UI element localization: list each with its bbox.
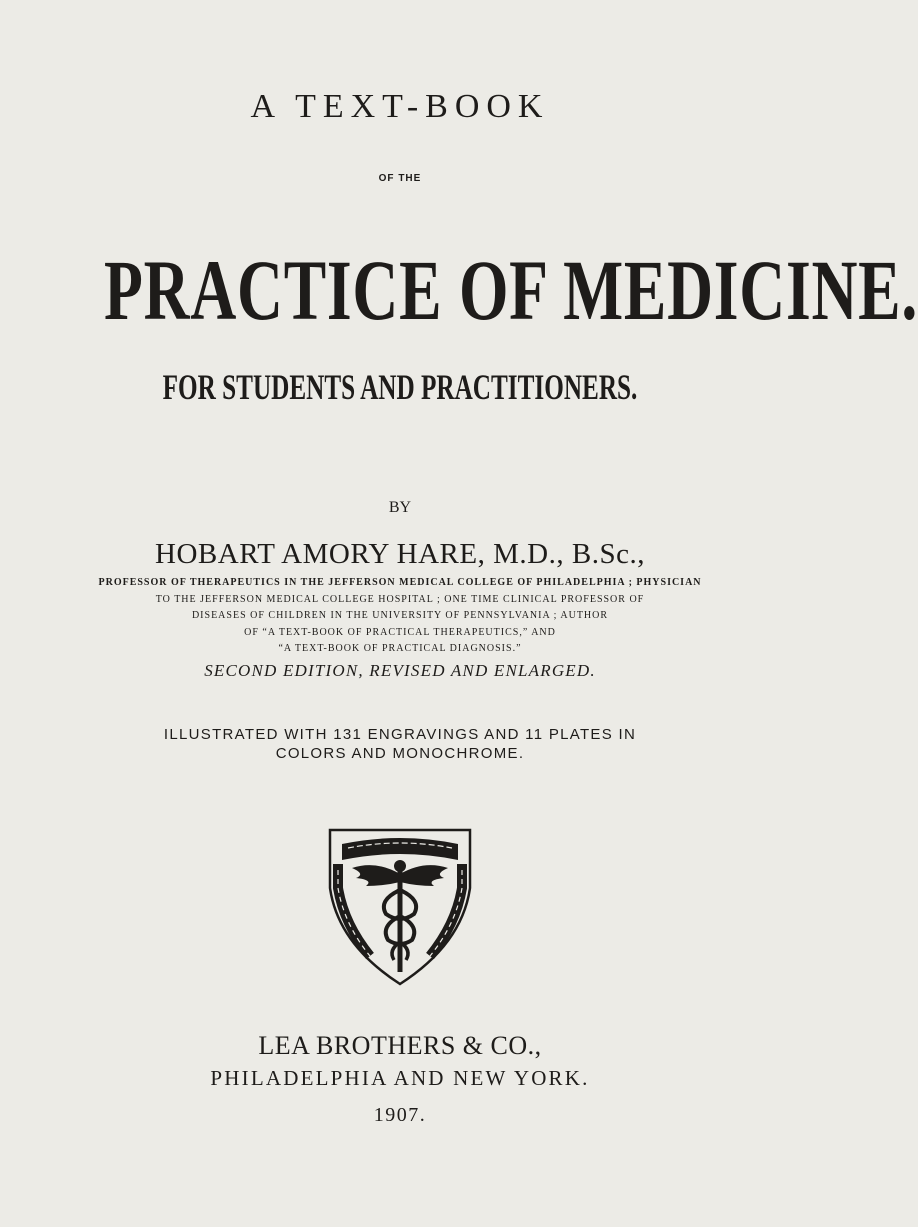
by-label: BY	[388, 499, 412, 516]
credentials-line: “A TEXT-BOOK OF PRACTICAL DIAGNOSIS.”	[278, 643, 522, 654]
credentials-line: DISEASES OF CHILDREN IN THE UNIVERSITY OF PENNSYLVANIA ; AUTHOR	[191, 610, 609, 621]
publisher-city: PHILADELPHIA AND NEW YORK.	[210, 1066, 590, 1090]
edition-statement: SECOND EDITION, REVISED AND ENLARGED.	[204, 661, 596, 680]
main-title: PRACTICE OF MEDICINE.	[104, 242, 918, 338]
publication-year: 1907.	[373, 1104, 427, 1126]
publisher-name: LEA BROTHERS & CO.,	[258, 1031, 542, 1060]
author-credentials	[0, 575, 800, 658]
credentials-line: OF “A TEXT-BOOK OF PRACTICAL THERAPEUTICS,” AND	[244, 626, 556, 638]
of-the-label: OF THE	[378, 173, 422, 184]
author-name: HOBART AMORY HARE, M.D., B.Sc.,	[155, 538, 645, 570]
illustration-statement	[0, 725, 800, 763]
credentials-line: TO THE JEFFERSON MEDICAL COLLEGE HOSPITAL ; ONE TIME CLINICAL PROFESSOR OF	[155, 593, 645, 605]
credentials-line: PROFESSOR OF THERAPEUTICS IN THE JEFFERSON MEDICAL COLLEGE OF PHILADELPHIA ; PHYSICIAN	[98, 577, 702, 588]
publisher-device-caduceus-icon	[326, 824, 474, 988]
illustration-line: COLORS AND MONOCHROME.	[275, 745, 525, 762]
illustration-line: ILLUSTRATED WITH 131 ENGRAVINGS AND 11 PLATES IN	[163, 726, 637, 743]
subtitle: FOR STUDENTS AND PRACTITIONERS.	[162, 367, 638, 407]
book-title-prefix: A TEXT-BOOK	[250, 88, 550, 125]
